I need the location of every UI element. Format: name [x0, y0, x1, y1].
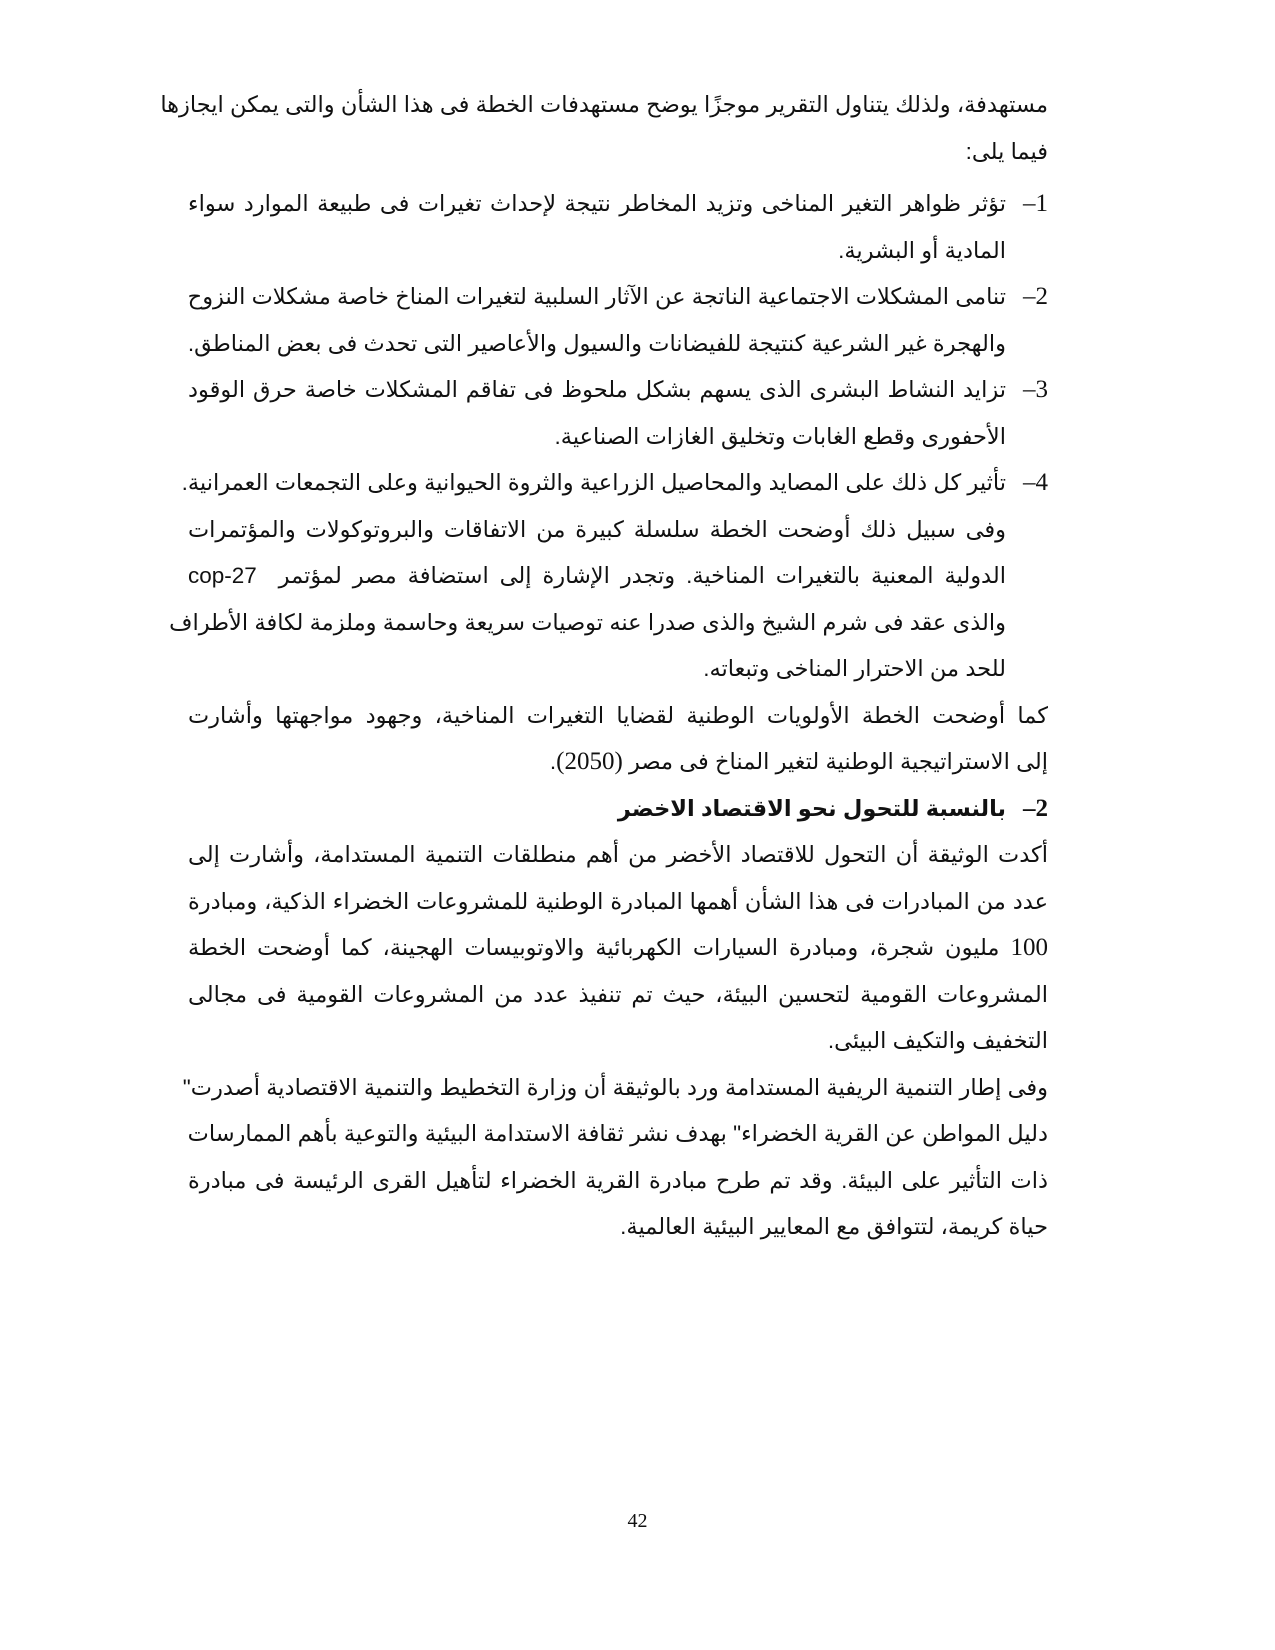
- list-item-text: تزايد النشاط البشرى الذى يسهم بشكل ملحوظ فى تفاقم المشكلات خاصة حرق الوقود: [188, 377, 1006, 402]
- section-number: [1006, 786, 1048, 833]
- list-dash: –: [1023, 190, 1036, 217]
- section-heading-green-economy: [188, 786, 1048, 833]
- list-item-1: [188, 181, 1048, 228]
- agreements-line-2-text: الدولية المعنية بالتغيرات المناخية. وتجدر الإشارة إلى استضافة مصر لمؤتمر: [278, 563, 1006, 588]
- agreements-line-4: للحد من الاحترار المناخى وتبعاته.: [703, 656, 1006, 681]
- priorities-line-2: [188, 739, 1048, 786]
- intro-line-2: فيما يلى:: [965, 138, 1048, 164]
- list-item-number: [1006, 460, 1048, 507]
- priorities-line-1: كما أوضحت الخطة الأولويات الوطنية لقضايا التغيرات المناخية، وجهود مواجهتها وأشارت: [188, 702, 1048, 728]
- agreements-line-1: وفى سبيل ذلك أوضحت الخطة سلسلة كبيرة من الاتفاقات والبروتوكولات والمؤتمرات: [188, 516, 1006, 542]
- list-number-text: 2: [1035, 283, 1048, 310]
- list-dash: –: [1023, 469, 1036, 496]
- green-economy-line-3: [188, 925, 1048, 972]
- priorities-period: .: [549, 749, 557, 774]
- list-item-number: [1006, 181, 1048, 228]
- list-dash: –: [1023, 376, 1036, 403]
- list-item-4: [181, 460, 1048, 507]
- section-number-text: 2: [1035, 794, 1048, 822]
- rural-line-3: ذات التأثير على البيئة. وقد تم طرح مبادرة القرية الخضراء لتأهيل القرى الرئيسة فى مبادرة: [188, 1167, 1048, 1193]
- year-2050: (2050): [556, 748, 623, 775]
- green-economy-line-1: أكدت الوثيقة أن التحول للاقتصاد الأخضر من أهم منطلقات التنمية المستدامة، وأشارت إلى: [188, 842, 1048, 867]
- green-economy-line-2: عدد من المبادرات فى هذا الشأن أهمها المبادرة الوطنية للمشروعات الخضراء الذكية، ومبادرة: [188, 888, 1048, 914]
- list-item-3-continuation: الأحفورى وقطع الغابات وتخليق الغازات الصناعية.: [554, 423, 1006, 449]
- list-item-number: [1006, 274, 1048, 321]
- list-item-2: [188, 274, 1048, 321]
- agreements-line-2: [188, 553, 1048, 600]
- list-item-3: [188, 367, 1048, 414]
- list-item-number: [1006, 367, 1048, 414]
- green-economy-line-4: المشروعات القومية لتحسين البيئة، حيث تم تنفيذ عدد من المشروعات القومية فى مجالى: [188, 981, 1048, 1007]
- page-number: 42: [627, 1510, 648, 1532]
- priorities-line-2-text: إلى الاستراتيجية الوطنية لتغير المناخ فى مصر: [629, 749, 1048, 774]
- list-item-text: تنامى المشكلات الاجتماعية الناتجة عن الآثار السلبية لتغيرات المناخ خاصة مشكلات النزوح: [187, 284, 1006, 309]
- intro-line-1: مستهدفة، ولذلك يتناول التقرير موجزًا يوضح مستهدفات الخطة فى هذا الشأن والتى يمكن ايجازها: [160, 92, 1048, 117]
- section-title: بالنسبة للتحول نحو الاقتصاد الاخضر: [617, 795, 1006, 821]
- cop27-label: cop-27: [188, 563, 257, 588]
- green-economy-line-5: التخفيف والتكيف البيئى.: [827, 1028, 1048, 1053]
- list-dash: –: [1023, 283, 1036, 310]
- rural-line-4: حياة كريمة، لتتوافق مع المعايير البيئية العالمية.: [620, 1214, 1048, 1239]
- rural-line-2: دليل المواطن عن القرية الخضراء" بهدف نشر ثقافة الاستدامة البيئية والتوعية بأهم الممارسات: [187, 1121, 1048, 1146]
- list-number-text: 1: [1035, 190, 1048, 217]
- green-economy-line-3-text: مليون شجرة، ومبادرة السيارات الكهربائية والاوتوبيسات الهجينة، كما أوضحت الخطة: [188, 935, 1000, 960]
- list-number-text: 3: [1035, 376, 1048, 403]
- section-dash: –: [1023, 794, 1036, 822]
- list-item-2-continuation: والهجرة غير الشرعية كنتيجة للفيضانات والسيول والأعاصير التى تحدث فى بعض المناطق.: [187, 330, 1006, 356]
- hundred-number: 100: [1010, 934, 1048, 961]
- list-item-1-continuation: المادية أو البشرية.: [838, 237, 1006, 263]
- rural-line-1: وفى إطار التنمية الريفية المستدامة ورد بالوثيقة أن وزارة التخطيط والتنمية الاقتصادية أصدرت": [182, 1074, 1048, 1100]
- agreements-line-3: والذى عقد فى شرم الشيخ والذى صدرا عنه توصيات سريعة وحاسمة وملزمة لكافة الأطراف: [169, 609, 1006, 635]
- list-number-text: 4: [1035, 469, 1048, 496]
- list-item-text: تؤثر ظواهر التغير المناخى وتزيد المخاطر نتيجة لإحداث تغيرات فى طبيعة الموارد سواء: [188, 191, 1006, 216]
- document-page: [160, 82, 1048, 1251]
- list-item-text: تأثير كل ذلك على المصايد والمحاصيل الزراعية والثروة الحيوانية وعلى التجمعات العمرانية.: [181, 470, 1006, 495]
